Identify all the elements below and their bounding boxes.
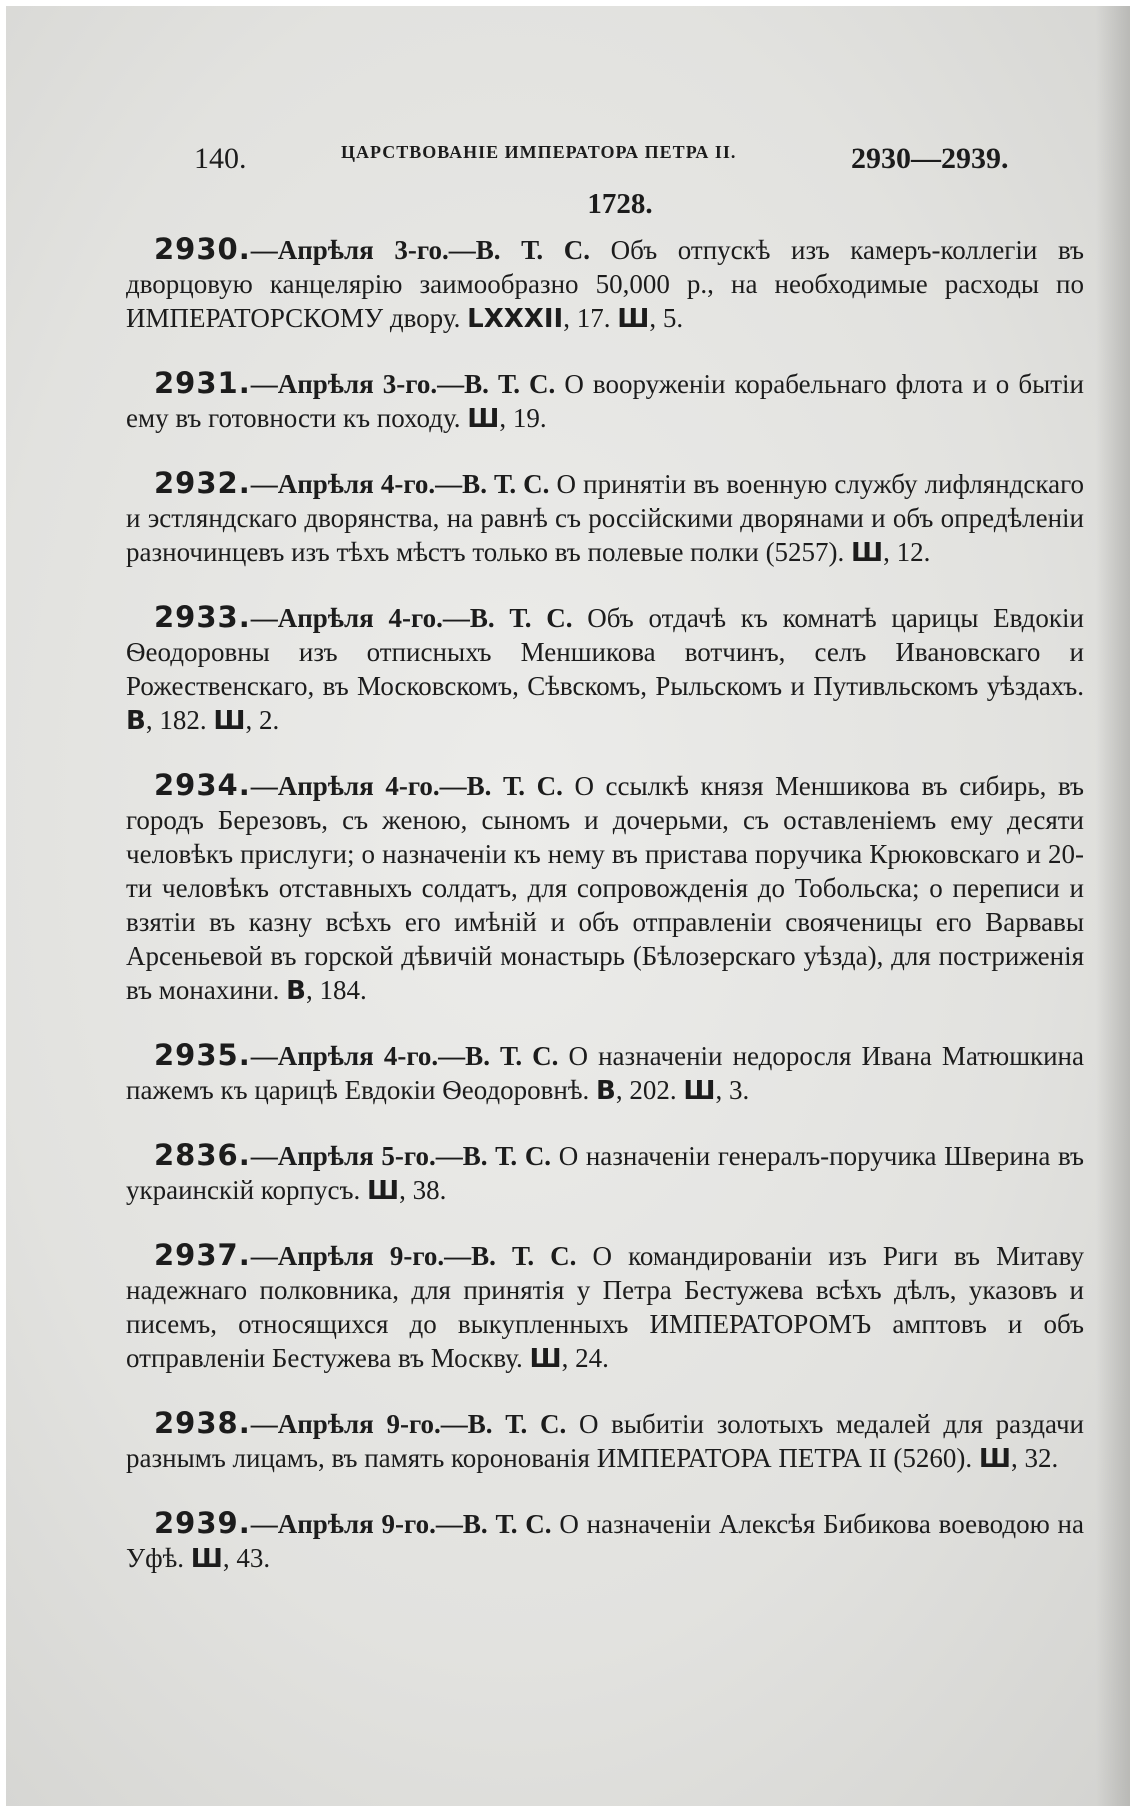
reference-page: , 38. <box>399 1175 447 1205</box>
decree-entry <box>126 768 1084 1008</box>
decree-entry <box>126 1406 1084 1476</box>
source-reference: Ш <box>190 1544 223 1574</box>
source-reference: Ш <box>617 304 650 334</box>
entry-number: 2937. <box>154 1238 251 1272</box>
reference-page: , 32. <box>1011 1443 1059 1473</box>
reference-page: , 17. <box>563 303 618 333</box>
page-number: 140. <box>194 142 247 175</box>
entries-list <box>126 232 1086 1576</box>
entry-date-source: —Апрѣля 9-го.—В. Т. С. <box>250 1409 567 1439</box>
source-reference: В <box>126 706 146 736</box>
entry-date-source: —Апрѣля 9-го.—В. Т. С. <box>250 1241 577 1271</box>
reference-page: , 184. <box>305 975 367 1005</box>
entry-paragraph <box>126 1138 1084 1208</box>
source-reference: Ш <box>213 706 246 736</box>
source-reference: В <box>596 1076 616 1106</box>
reference-page: , 3. <box>715 1075 750 1105</box>
entry-date-source: —Апрѣля 4-го.—В. Т. С. <box>250 603 573 633</box>
source-reference: LXXXII <box>467 304 564 334</box>
entry-number: 2836. <box>154 1138 251 1172</box>
entry-number: 2935. <box>154 1038 251 1072</box>
entry-date-source: —Апрѣля 4-го.—В. Т. С. <box>250 469 550 499</box>
reference-page: , 182. <box>145 705 214 735</box>
entry-date-source: —Апрѣля 3-го.—В. Т. С. <box>250 235 591 265</box>
entry-text: О назначеніи недоросля Ивана Матюшкина пажемъ къ царицѣ Евдокіи Ѳеодоровнѣ. <box>126 1041 1084 1105</box>
entry-text: О принятіи въ военную службу лифляндскаго и эстляндскаго дворянства, на равнѣ съ россійскими дворянами и объ опредѣленіи разночинцевъ изъ тѣхъ мѣстъ только въ полевые полки (5257). <box>126 469 1084 567</box>
decree-entry <box>126 1238 1084 1376</box>
entry-paragraph <box>126 1406 1084 1476</box>
entry-text: О назначеніи Алексѣя Бибикова воеводою на Уфѣ. <box>126 1509 1084 1573</box>
entry-number: 2939. <box>154 1506 251 1540</box>
page-content <box>126 142 1086 1606</box>
source-reference: Ш <box>683 1076 716 1106</box>
reference-page: , 12. <box>883 537 931 567</box>
running-header <box>126 142 1086 182</box>
entry-date-source: —Апрѣля 9-го.—В. Т. С. <box>250 1509 552 1539</box>
entry-text: О вооруженіи корабельнаго флота и о бытіи ему въ готовности къ походу. <box>126 369 1084 433</box>
entry-paragraph <box>126 768 1084 1008</box>
entry-paragraph <box>126 466 1084 570</box>
entry-number: 2930. <box>154 232 251 266</box>
source-reference: Ш <box>978 1444 1011 1474</box>
source-reference: Ш <box>529 1344 562 1374</box>
decree-entry <box>126 232 1084 336</box>
entry-text: О выбитіи золотыхъ медалей для раздачи разнымъ лицамъ, въ память коронованія ИМПЕРАТОРА ПЕТРА II (5260). <box>126 1409 1084 1473</box>
source-reference: Ш <box>467 404 500 434</box>
reference-page: , 43. <box>222 1543 271 1573</box>
entry-paragraph <box>126 1038 1084 1108</box>
reference-page: , 2. <box>245 705 280 735</box>
decree-entry <box>126 600 1084 738</box>
running-title: ЦАРСТВОВАНІЕ ИМПЕРАТОРА ПЕТРА II. <box>341 142 737 162</box>
entry-paragraph <box>126 600 1084 738</box>
page-shadow-edge <box>1096 6 1130 1806</box>
entry-text: О назначеніи генералъ-поручика Шверина въ украинскій корпусъ. <box>126 1141 1084 1205</box>
decree-entry <box>126 1138 1084 1208</box>
entry-date-source: —Апрѣля 4-го.—В. Т. С. <box>250 771 563 801</box>
entry-range: 2930—2939. <box>851 142 1009 175</box>
reference-page: , 19. <box>499 403 547 433</box>
entry-paragraph <box>126 1238 1084 1376</box>
source-reference: В <box>286 976 306 1006</box>
decree-entry <box>126 1506 1084 1576</box>
entry-date-source: —Апрѣля 3-го.—В. Т. С. <box>250 369 556 399</box>
reference-page: , 5. <box>649 303 684 333</box>
scanned-page <box>6 6 1130 1806</box>
decree-entry <box>126 466 1084 570</box>
entry-text: О ссылкѣ князя Меншикова въ сибирь, въ городъ Березовъ, съ женою, сыномъ и дочерьми, съ оставленіемъ ему десяти человѣкъ прислуги; о назначеніи къ нему въ пристава поручика Крюковскаго и 20-ти человѣкъ отставныхъ солдатъ, для сопровожденія до Тобольска; о переписи и взятіи въ казну всѣхъ его имѣній и объ отправленіи свояченицы его Варвавы Арсеньевой въ горской дѣвичій монастырь (Бѣлозерскаго уѣзда), для постриженія въ монахини. <box>126 771 1084 1005</box>
decree-entry <box>126 1038 1084 1108</box>
entry-number: 2933. <box>154 600 251 634</box>
entry-paragraph <box>126 1506 1084 1576</box>
entry-date-source: —Апрѣля 5-го.—В. Т. С. <box>250 1141 552 1171</box>
entry-text: Объ отпускѣ изъ камеръ-коллегіи въ дворцовую канцелярію заимообразно 50,000 р., на необходимые расходы по ИМПЕРАТОРСКОМУ двору. <box>126 235 1084 333</box>
reference-page: , 202. <box>615 1075 684 1105</box>
source-reference: Ш <box>366 1176 400 1206</box>
entry-text: Объ отдачѣ къ комнатѣ царицы Евдокіи Ѳеодоровны изъ отписныхъ Меншикова вотчинъ, селъ Ивановскаго и Рожественскаго, въ Московскомъ, Сѣвскомъ, Рыльскомъ и Путивльскомъ уѣздахъ. <box>126 603 1084 701</box>
entry-number: 2938. <box>154 1406 251 1440</box>
entry-number: 2932. <box>154 466 251 500</box>
entry-date-source: —Апрѣля 4-го.—В. Т. С. <box>250 1041 559 1071</box>
entry-paragraph <box>126 366 1084 436</box>
entry-number: 2931. <box>154 366 251 400</box>
source-reference: Ш <box>851 538 884 568</box>
reference-page: , 24. <box>561 1343 609 1373</box>
year-heading: 1728. <box>587 188 653 220</box>
entry-number: 2934. <box>154 768 251 802</box>
decree-entry <box>126 366 1084 436</box>
entry-paragraph <box>126 232 1084 336</box>
entry-text: О командированіи изъ Риги въ Митаву надежнаго полковника, для принятія у Петра Бестужева всѣхъ дѣлъ, указовъ и писемъ, относящихся до выкупленныхъ ИМПЕРАТОРОМЪ амптовъ и объ отправленіи Бестужева въ Москву. <box>126 1241 1084 1373</box>
